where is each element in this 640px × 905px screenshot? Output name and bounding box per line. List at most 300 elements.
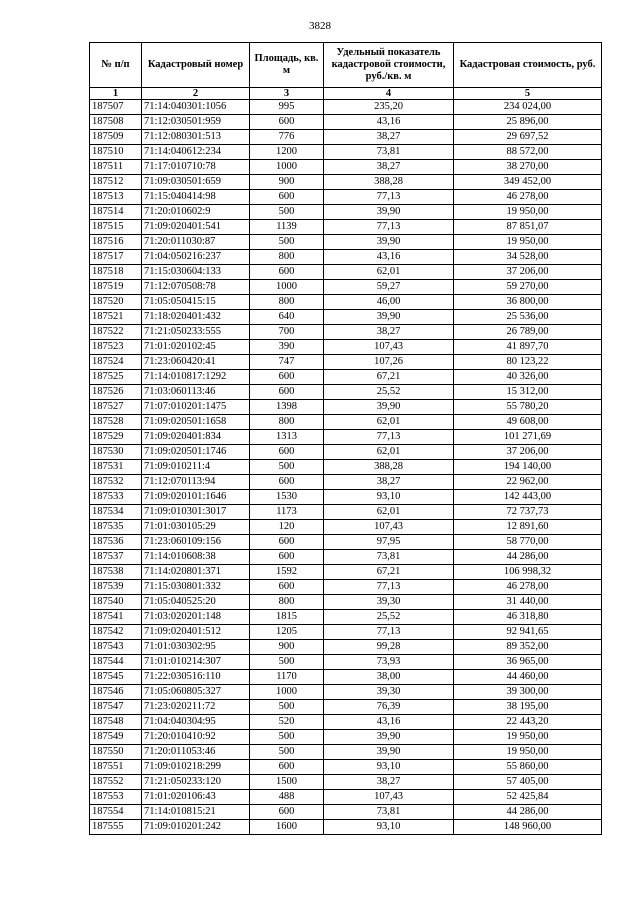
unit-value-cell: 107,43	[324, 520, 454, 535]
unit-value-cell: 93,10	[324, 490, 454, 505]
cadastral-value-cell: 142 443,00	[454, 490, 602, 505]
area-cell: 900	[250, 175, 324, 190]
cadastral-value-cell: 39 300,00	[454, 685, 602, 700]
area-cell: 500	[250, 205, 324, 220]
row-number-cell: 187534	[90, 505, 142, 520]
table-row	[90, 190, 602, 205]
unit-value-cell: 73,93	[324, 655, 454, 670]
area-cell: 520	[250, 715, 324, 730]
table-row	[90, 100, 602, 115]
row-number-cell: 187555	[90, 820, 142, 835]
unit-value-cell: 77,13	[324, 580, 454, 595]
cadastral-number-cell: 71:01:020102:45	[142, 340, 250, 355]
row-number-cell: 187527	[90, 400, 142, 415]
row-number-cell: 187549	[90, 730, 142, 745]
cadastral-value-cell: 12 891,60	[454, 520, 602, 535]
row-number-cell: 187513	[90, 190, 142, 205]
table-row	[90, 385, 602, 400]
row-number-cell: 187545	[90, 670, 142, 685]
cadastral-number-cell: 71:14:020801:371	[142, 565, 250, 580]
unit-value-cell: 43,16	[324, 250, 454, 265]
unit-value-cell: 43,16	[324, 115, 454, 130]
row-number-cell: 187523	[90, 340, 142, 355]
row-number-cell: 187548	[90, 715, 142, 730]
header-area: Площадь, кв. м	[250, 43, 324, 88]
table-row	[90, 655, 602, 670]
unit-value-cell: 39,90	[324, 400, 454, 415]
row-number-cell: 187508	[90, 115, 142, 130]
cadastral-value-cell: 38 270,00	[454, 160, 602, 175]
cadastral-value-cell: 46 278,00	[454, 580, 602, 595]
table-row	[90, 595, 602, 610]
cadastral-value-cell: 29 697,52	[454, 130, 602, 145]
table-row	[90, 565, 602, 580]
area-cell: 120	[250, 520, 324, 535]
cadastral-value-cell: 80 123,22	[454, 355, 602, 370]
table-row	[90, 535, 602, 550]
unit-value-cell: 76,39	[324, 700, 454, 715]
row-number-cell: 187521	[90, 310, 142, 325]
cadastral-number-cell: 71:12:070113:94	[142, 475, 250, 490]
unit-value-cell: 388,28	[324, 460, 454, 475]
unit-value-cell: 39,90	[324, 205, 454, 220]
cadastral-number-cell: 71:09:020501:1658	[142, 415, 250, 430]
cadastral-value-cell: 38 195,00	[454, 700, 602, 715]
table-row	[90, 610, 602, 625]
table-row	[90, 220, 602, 235]
area-cell: 1000	[250, 280, 324, 295]
table-row	[90, 730, 602, 745]
unit-value-cell: 97,95	[324, 535, 454, 550]
unit-value-cell: 73,81	[324, 145, 454, 160]
table-row	[90, 205, 602, 220]
area-cell: 1530	[250, 490, 324, 505]
table-row	[90, 130, 602, 145]
cadastral-value-cell: 44 286,00	[454, 805, 602, 820]
cadastral-value-cell: 25 896,00	[454, 115, 602, 130]
table-row	[90, 475, 602, 490]
cadastral-number-cell: 71:07:010201:1475	[142, 400, 250, 415]
unit-value-cell: 43,16	[324, 715, 454, 730]
cadastral-value-cell: 40 326,00	[454, 370, 602, 385]
cadastral-value-cell: 194 140,00	[454, 460, 602, 475]
row-number-cell: 187547	[90, 700, 142, 715]
row-number-cell: 187552	[90, 775, 142, 790]
row-number-cell: 187542	[90, 625, 142, 640]
row-number-cell: 187522	[90, 325, 142, 340]
cadastral-value-cell: 25 536,00	[454, 310, 602, 325]
unit-value-cell: 93,10	[324, 820, 454, 835]
cadastral-value-cell: 57 405,00	[454, 775, 602, 790]
unit-value-cell: 46,00	[324, 295, 454, 310]
table-row	[90, 820, 602, 835]
cadastral-value-cell: 234 024,00	[454, 100, 602, 115]
cadastral-value-cell: 19 950,00	[454, 745, 602, 760]
cadastral-value-cell: 148 960,00	[454, 820, 602, 835]
area-cell: 1000	[250, 160, 324, 175]
column-number: 4	[324, 88, 454, 100]
cadastral-value-cell: 37 206,00	[454, 265, 602, 280]
row-number-cell: 187536	[90, 535, 142, 550]
cadastral-value-cell: 22 443,20	[454, 715, 602, 730]
unit-value-cell: 59,27	[324, 280, 454, 295]
cadastral-number-cell: 71:14:010815:21	[142, 805, 250, 820]
table-row	[90, 235, 602, 250]
unit-value-cell: 62,01	[324, 415, 454, 430]
unit-value-cell: 62,01	[324, 265, 454, 280]
area-cell: 700	[250, 325, 324, 340]
area-cell: 1600	[250, 820, 324, 835]
area-cell: 800	[250, 295, 324, 310]
cadastral-value-cell: 46 278,00	[454, 190, 602, 205]
cadastral-value-cell: 106 998,32	[454, 565, 602, 580]
cadastral-value-cell: 52 425,84	[454, 790, 602, 805]
row-number-cell: 187531	[90, 460, 142, 475]
area-cell: 600	[250, 760, 324, 775]
header-row-number: № п/п	[90, 43, 142, 88]
table-row	[90, 745, 602, 760]
unit-value-cell: 107,43	[324, 790, 454, 805]
area-cell: 1200	[250, 145, 324, 160]
unit-value-cell: 25,52	[324, 610, 454, 625]
row-number-cell: 187526	[90, 385, 142, 400]
row-number-cell: 187520	[90, 295, 142, 310]
row-number-cell: 187524	[90, 355, 142, 370]
cadastral-value-cell: 55 860,00	[454, 760, 602, 775]
row-number-cell: 187554	[90, 805, 142, 820]
cadastral-value-cell: 89 352,00	[454, 640, 602, 655]
area-cell: 500	[250, 700, 324, 715]
table-row	[90, 715, 602, 730]
cadastral-value-cell: 19 950,00	[454, 235, 602, 250]
table-row	[90, 580, 602, 595]
unit-value-cell: 38,00	[324, 670, 454, 685]
area-cell: 640	[250, 310, 324, 325]
unit-value-cell: 39,90	[324, 310, 454, 325]
unit-value-cell: 62,01	[324, 445, 454, 460]
cadastral-number-cell: 71:14:040612:234	[142, 145, 250, 160]
unit-value-cell: 25,52	[324, 385, 454, 400]
unit-value-cell: 77,13	[324, 220, 454, 235]
area-cell: 600	[250, 580, 324, 595]
unit-value-cell: 77,13	[324, 625, 454, 640]
cadastral-number-cell: 71:05:060805:327	[142, 685, 250, 700]
cadastral-value-cell: 34 528,00	[454, 250, 602, 265]
area-cell: 600	[250, 535, 324, 550]
cadastral-number-cell: 71:01:030105:29	[142, 520, 250, 535]
area-cell: 500	[250, 655, 324, 670]
area-cell: 1205	[250, 625, 324, 640]
cadastral-number-cell: 71:23:020211:72	[142, 700, 250, 715]
cadastral-number-cell: 71:09:010301:3017	[142, 505, 250, 520]
row-number-cell: 187509	[90, 130, 142, 145]
table-row	[90, 445, 602, 460]
area-cell: 600	[250, 475, 324, 490]
area-cell: 1398	[250, 400, 324, 415]
unit-value-cell: 39,30	[324, 685, 454, 700]
row-number-cell: 187540	[90, 595, 142, 610]
header-cadastral-value: Кадастровая стоимость, руб.	[454, 43, 602, 88]
row-number-cell: 187511	[90, 160, 142, 175]
table-row	[90, 760, 602, 775]
cadastral-value-cell: 41 897,70	[454, 340, 602, 355]
table-row	[90, 370, 602, 385]
unit-value-cell: 39,30	[324, 595, 454, 610]
cadastral-value-cell: 44 286,00	[454, 550, 602, 565]
cadastral-number-cell: 71:03:020201:148	[142, 610, 250, 625]
row-number-cell: 187519	[90, 280, 142, 295]
area-cell: 995	[250, 100, 324, 115]
cadastral-number-cell: 71:22:030516:110	[142, 670, 250, 685]
area-cell: 1139	[250, 220, 324, 235]
row-number-cell: 187551	[90, 760, 142, 775]
area-cell: 1000	[250, 685, 324, 700]
cadastral-value-cell: 37 206,00	[454, 445, 602, 460]
table-row	[90, 280, 602, 295]
unit-value-cell: 39,90	[324, 745, 454, 760]
cadastral-number-cell: 71:20:011053:46	[142, 745, 250, 760]
cadastral-value-cell: 59 270,00	[454, 280, 602, 295]
cadastral-number-cell: 71:15:040414:98	[142, 190, 250, 205]
area-cell: 600	[250, 550, 324, 565]
unit-value-cell: 99,28	[324, 640, 454, 655]
unit-value-cell: 38,27	[324, 775, 454, 790]
cadastral-number-cell: 71:12:070508:78	[142, 280, 250, 295]
table-row	[90, 325, 602, 340]
cadastral-value-cell: 55 780,20	[454, 400, 602, 415]
table-body	[90, 88, 602, 835]
cadastral-number-cell: 71:09:020101:1646	[142, 490, 250, 505]
table-row	[90, 640, 602, 655]
cadastral-value-table	[89, 42, 602, 835]
area-cell: 390	[250, 340, 324, 355]
cadastral-value-cell: 19 950,00	[454, 730, 602, 745]
cadastral-value-cell: 72 737,73	[454, 505, 602, 520]
table-row	[90, 775, 602, 790]
cadastral-value-cell: 31 440,00	[454, 595, 602, 610]
cadastral-value-cell: 15 312,00	[454, 385, 602, 400]
area-cell: 747	[250, 355, 324, 370]
column-number-row	[90, 88, 602, 100]
area-cell: 500	[250, 235, 324, 250]
row-number-cell: 187543	[90, 640, 142, 655]
table-row	[90, 700, 602, 715]
cadastral-number-cell: 71:04:050216:237	[142, 250, 250, 265]
area-cell: 488	[250, 790, 324, 805]
unit-value-cell: 38,27	[324, 325, 454, 340]
table-row	[90, 145, 602, 160]
area-cell: 800	[250, 415, 324, 430]
cadastral-number-cell: 71:21:050233:120	[142, 775, 250, 790]
cadastral-number-cell: 71:09:020401:512	[142, 625, 250, 640]
cadastral-number-cell: 71:09:010218:299	[142, 760, 250, 775]
row-number-cell: 187516	[90, 235, 142, 250]
table-row	[90, 685, 602, 700]
cadastral-number-cell: 71:17:010710:78	[142, 160, 250, 175]
area-cell: 1313	[250, 430, 324, 445]
cadastral-value-cell: 19 950,00	[454, 205, 602, 220]
cadastral-number-cell: 71:14:010817:1292	[142, 370, 250, 385]
area-cell: 900	[250, 640, 324, 655]
unit-value-cell: 38,27	[324, 130, 454, 145]
cadastral-value-cell: 88 572,00	[454, 145, 602, 160]
row-number-cell: 187518	[90, 265, 142, 280]
table-row	[90, 415, 602, 430]
cadastral-number-cell: 71:23:060109:156	[142, 535, 250, 550]
unit-value-cell: 73,81	[324, 805, 454, 820]
cadastral-number-cell: 71:05:040525:20	[142, 595, 250, 610]
table-row	[90, 805, 602, 820]
row-number-cell: 187535	[90, 520, 142, 535]
cadastral-number-cell: 71:20:011030:87	[142, 235, 250, 250]
table-row	[90, 175, 602, 190]
unit-value-cell: 77,13	[324, 190, 454, 205]
cadastral-number-cell: 71:03:060113:46	[142, 385, 250, 400]
cadastral-value-cell: 349 452,00	[454, 175, 602, 190]
row-number-cell: 187553	[90, 790, 142, 805]
cadastral-number-cell: 71:21:050233:555	[142, 325, 250, 340]
area-cell: 1815	[250, 610, 324, 625]
cadastral-number-cell: 71:09:020401:541	[142, 220, 250, 235]
unit-value-cell: 93,10	[324, 760, 454, 775]
row-number-cell: 187537	[90, 550, 142, 565]
cadastral-value-cell: 36 965,00	[454, 655, 602, 670]
cadastral-number-cell: 71:09:020401:834	[142, 430, 250, 445]
cadastral-number-cell: 71:01:010214:307	[142, 655, 250, 670]
row-number-cell: 187515	[90, 220, 142, 235]
cadastral-number-cell: 71:23:060420:41	[142, 355, 250, 370]
cadastral-number-cell: 71:12:030501:959	[142, 115, 250, 130]
table-row	[90, 550, 602, 565]
table-row	[90, 430, 602, 445]
cadastral-value-cell: 92 941,65	[454, 625, 602, 640]
cadastral-number-cell: 71:09:030501:659	[142, 175, 250, 190]
cadastral-number-cell: 71:18:020401:432	[142, 310, 250, 325]
area-cell: 776	[250, 130, 324, 145]
cadastral-number-cell: 71:20:010410:92	[142, 730, 250, 745]
cadastral-value-cell: 26 789,00	[454, 325, 602, 340]
table-row	[90, 790, 602, 805]
cadastral-number-cell: 71:09:020501:1746	[142, 445, 250, 460]
cadastral-number-cell: 71:14:040301:1056	[142, 100, 250, 115]
cadastral-number-cell: 71:04:040304:95	[142, 715, 250, 730]
row-number-cell: 187546	[90, 685, 142, 700]
area-cell: 600	[250, 115, 324, 130]
area-cell: 600	[250, 370, 324, 385]
row-number-cell: 187544	[90, 655, 142, 670]
table-row	[90, 355, 602, 370]
table-row	[90, 520, 602, 535]
table-row	[90, 505, 602, 520]
unit-value-cell: 39,90	[324, 235, 454, 250]
area-cell: 600	[250, 385, 324, 400]
cadastral-number-cell: 71:09:010211:4	[142, 460, 250, 475]
column-number: 5	[454, 88, 602, 100]
column-number: 1	[90, 88, 142, 100]
cadastral-number-cell: 71:05:050415:15	[142, 295, 250, 310]
table-header-row	[90, 43, 602, 88]
row-number-cell: 187512	[90, 175, 142, 190]
table-row	[90, 265, 602, 280]
cadastral-number-cell: 71:12:080301:513	[142, 130, 250, 145]
cadastral-number-cell: 71:15:030604:133	[142, 265, 250, 280]
cadastral-number-cell: 71:01:020106:43	[142, 790, 250, 805]
table-row	[90, 490, 602, 505]
cadastral-value-cell: 87 851,07	[454, 220, 602, 235]
area-cell: 800	[250, 250, 324, 265]
unit-value-cell: 388,28	[324, 175, 454, 190]
row-number-cell: 187533	[90, 490, 142, 505]
row-number-cell: 187538	[90, 565, 142, 580]
unit-value-cell: 38,27	[324, 475, 454, 490]
table-row	[90, 340, 602, 355]
cadastral-value-cell: 22 962,00	[454, 475, 602, 490]
table-row	[90, 670, 602, 685]
cadastral-number-cell: 71:20:010602:9	[142, 205, 250, 220]
row-number-cell: 187528	[90, 415, 142, 430]
header-cadastral-number: Кадастровый номер	[142, 43, 250, 88]
cadastral-value-cell: 49 608,00	[454, 415, 602, 430]
row-number-cell: 187517	[90, 250, 142, 265]
unit-value-cell: 235,20	[324, 100, 454, 115]
table-row	[90, 115, 602, 130]
unit-value-cell: 107,43	[324, 340, 454, 355]
row-number-cell: 187550	[90, 745, 142, 760]
area-cell: 500	[250, 745, 324, 760]
column-number: 2	[142, 88, 250, 100]
cadastral-value-cell: 36 800,00	[454, 295, 602, 310]
row-number-cell: 187510	[90, 145, 142, 160]
cadastral-number-cell: 71:09:010201:242	[142, 820, 250, 835]
unit-value-cell: 73,81	[324, 550, 454, 565]
row-number-cell: 187539	[90, 580, 142, 595]
row-number-cell: 187525	[90, 370, 142, 385]
cadastral-value-cell: 101 271,69	[454, 430, 602, 445]
area-cell: 500	[250, 730, 324, 745]
table-row	[90, 310, 602, 325]
area-cell: 600	[250, 445, 324, 460]
unit-value-cell: 107,26	[324, 355, 454, 370]
area-cell: 1500	[250, 775, 324, 790]
row-number-cell: 187507	[90, 100, 142, 115]
area-cell: 1173	[250, 505, 324, 520]
cadastral-value-cell: 46 318,80	[454, 610, 602, 625]
page-number: 3828	[309, 20, 331, 32]
column-number: 3	[250, 88, 324, 100]
unit-value-cell: 67,21	[324, 370, 454, 385]
unit-value-cell: 67,21	[324, 565, 454, 580]
table-row	[90, 460, 602, 475]
unit-value-cell: 39,90	[324, 730, 454, 745]
row-number-cell: 187532	[90, 475, 142, 490]
area-cell: 1592	[250, 565, 324, 580]
row-number-cell: 187530	[90, 445, 142, 460]
table-row	[90, 400, 602, 415]
cadastral-number-cell: 71:15:030801:332	[142, 580, 250, 595]
table-row	[90, 295, 602, 310]
area-cell: 600	[250, 265, 324, 280]
cadastral-value-cell: 44 460,00	[454, 670, 602, 685]
table-row	[90, 160, 602, 175]
header-unit-value: Удельный показатель кадастровой стоимости, руб./кв. м	[324, 43, 454, 88]
cadastral-number-cell: 71:01:030302:95	[142, 640, 250, 655]
row-number-cell: 187514	[90, 205, 142, 220]
cadastral-value-cell: 58 770,00	[454, 535, 602, 550]
area-cell: 600	[250, 190, 324, 205]
unit-value-cell: 38,27	[324, 160, 454, 175]
unit-value-cell: 62,01	[324, 505, 454, 520]
unit-value-cell: 77,13	[324, 430, 454, 445]
